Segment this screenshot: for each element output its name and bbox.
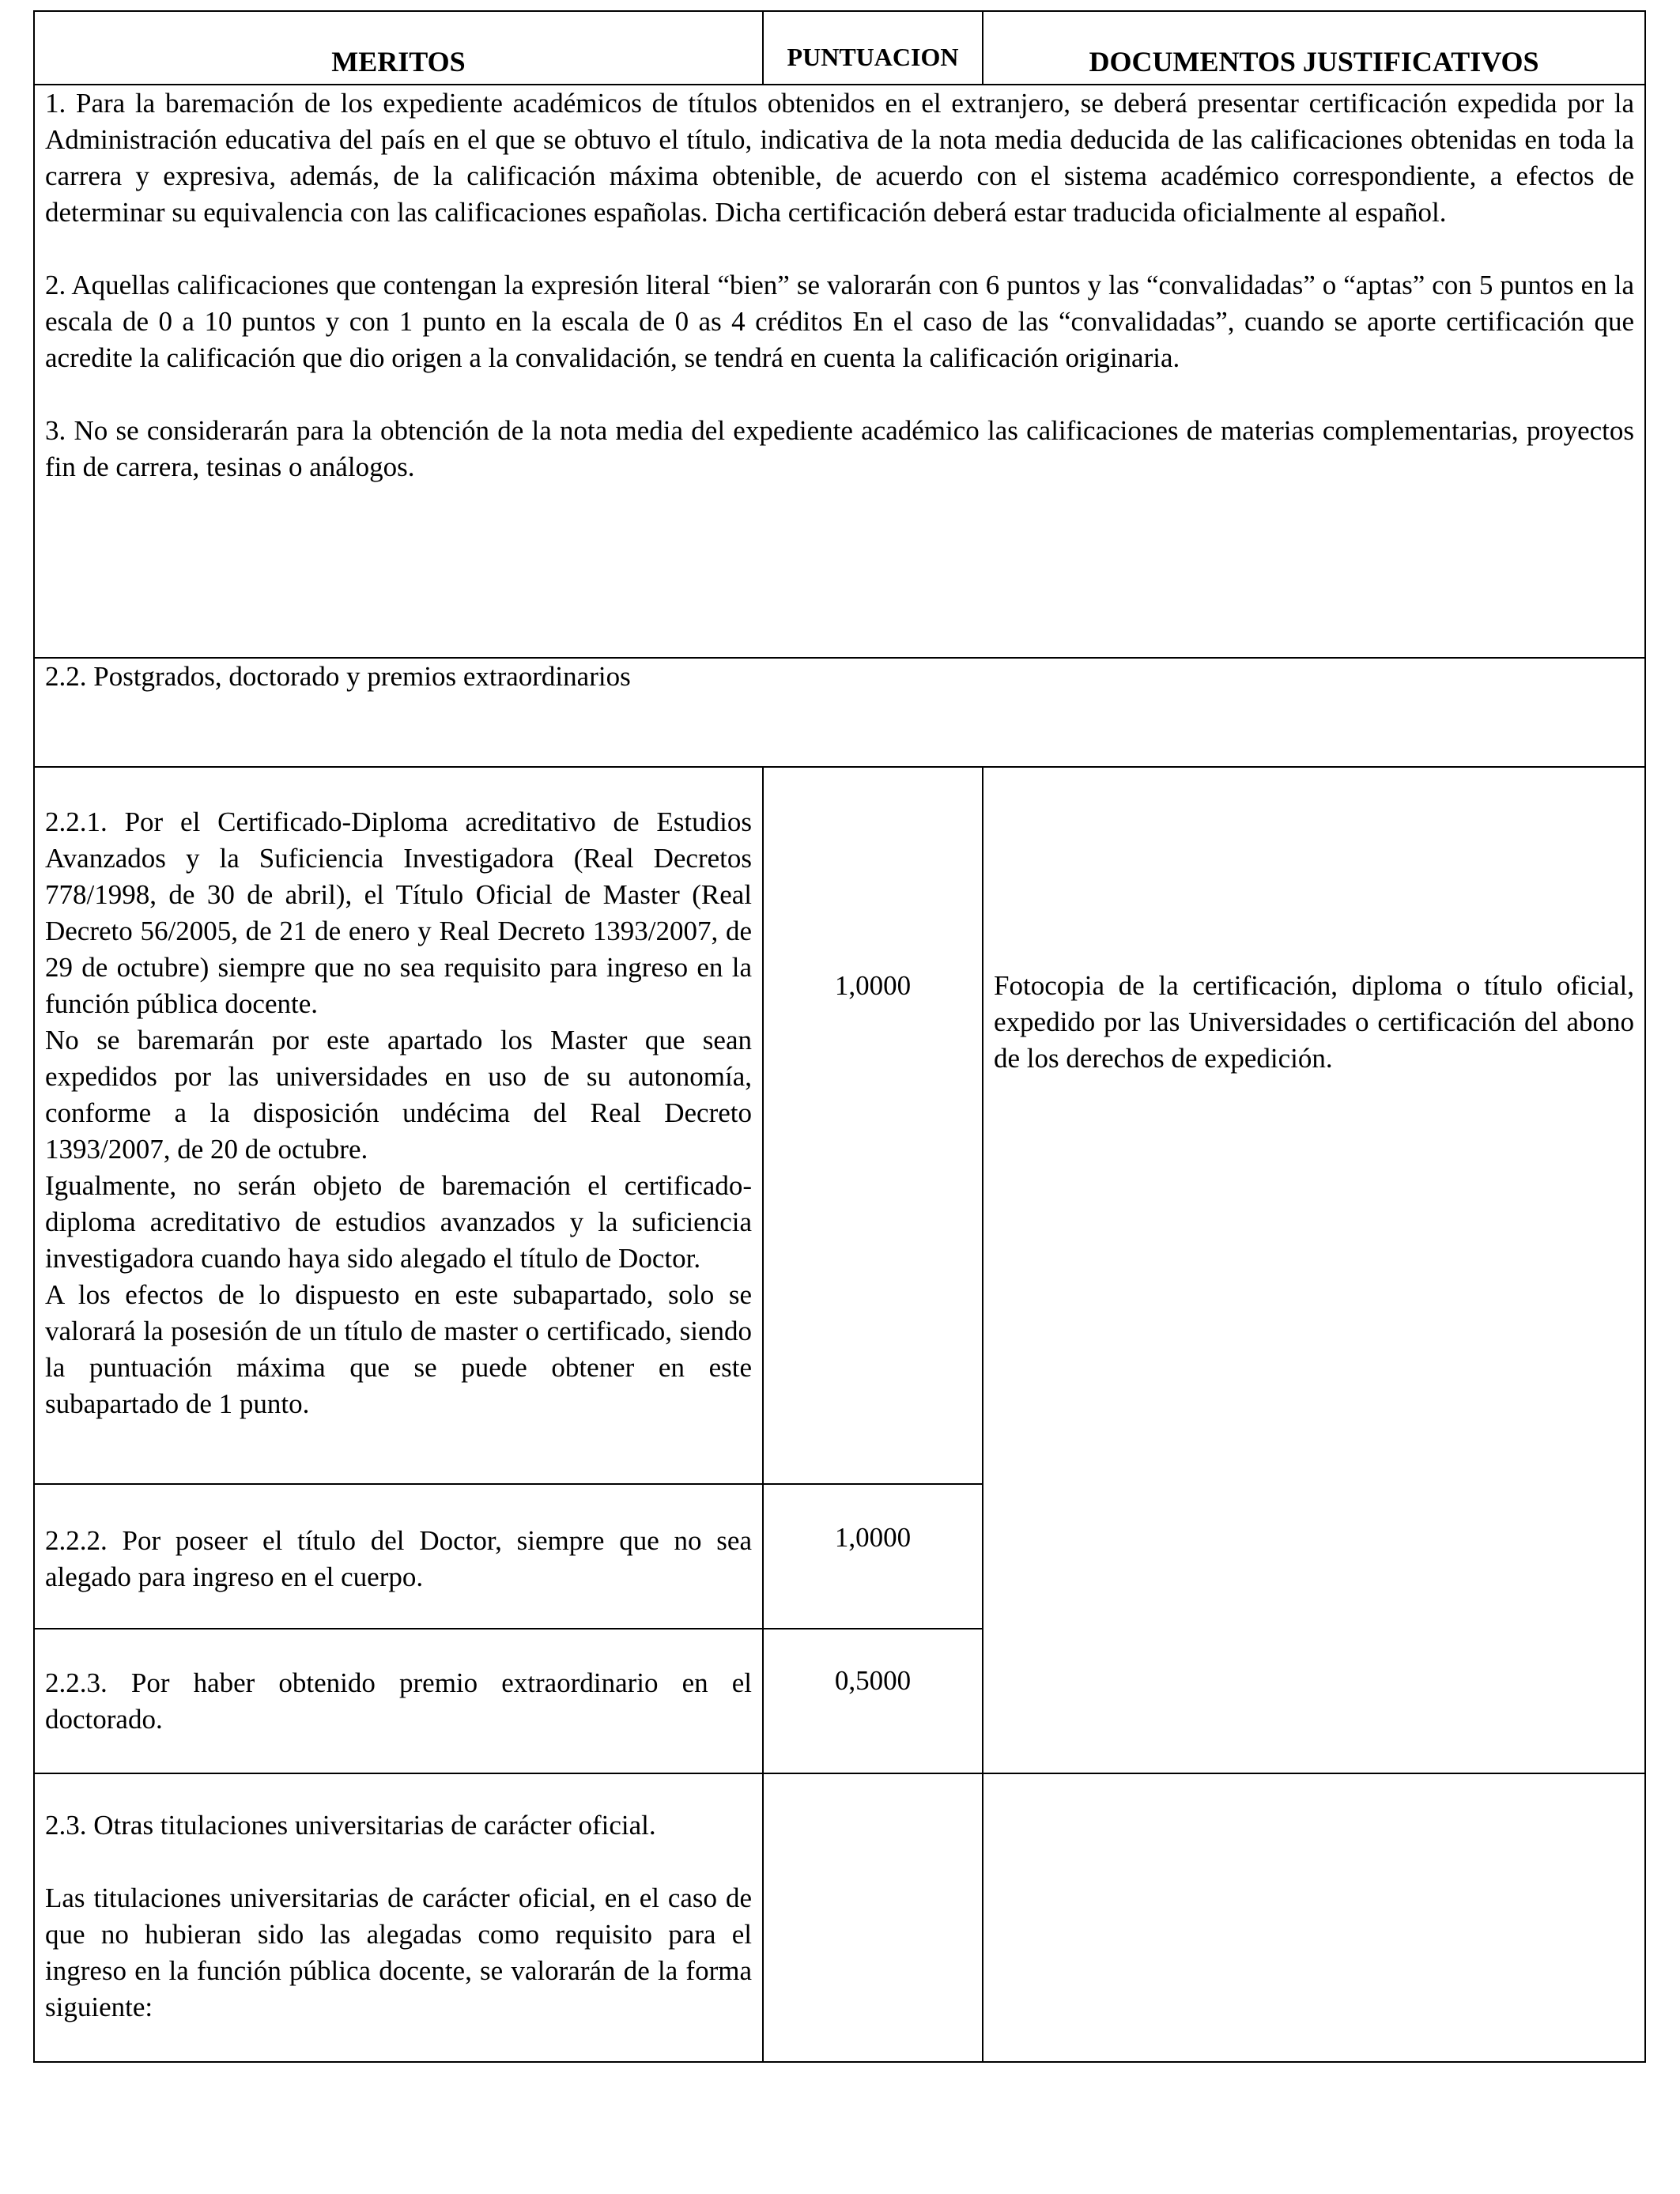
notes-cell <box>34 85 1645 658</box>
note-2: 2. Aquellas calificaciones que contengan la expresión literal “bien” se valorarán con 6 puntos y las “convalidadas” o “aptas” con 5 puntos en la escala de 0 a 10 puntos y con 1 punto en la escala de 0 as 4 créditos En el caso de las “convalidadas”, cuando se aporte certificación que acredite la calificación que dio origen a la convalidación, se tendrá en cuenta la calificación originaria. <box>45 270 1634 373</box>
section-2-3-merit <box>34 1773 763 2062</box>
note-1: 1. Para la baremación de los expediente académicos de títulos obtenidos en el extranjero, se deberá presentar certificación expedida por la Administración educativa del país en el que se obtuvo el título, indicativa de la nota media deducida de las calificaciones obtenidas en toda la carrera y expresiva, además, de la calificación máxima obtenible, de acuerdo con el sistema académico correspondiente, a efectos de determinar su equivalencia con las calificaciones españolas. Dicha certificación deberá estar traducida oficialmente al español. <box>45 88 1634 228</box>
section-2-2-row <box>34 658 1645 767</box>
item-2-2-1-merit <box>34 767 763 1484</box>
item-2-2-3-score: 0,5000 <box>763 1629 983 1773</box>
header-puntuacion: PUNTUACION <box>763 11 983 85</box>
section-2-3-row <box>34 1773 1645 2062</box>
section-2-3-documents <box>983 1773 1645 2062</box>
item-2-2-1-paragraph-2: No se baremarán por este apartado los Master que sean expedidos por las universidades en uso de su autonomía, conforme a la disposición undécima del Real Decreto 1393/2007, de 20 de octubre. <box>45 1025 752 1165</box>
item-2-2-1-documents: Fotocopia de la certificación, diploma o título oficial, expedido por las Universidades o certificación del abono de los derechos de expedición. <box>983 767 1645 1773</box>
item-2-2-3-merit: 2.2.3. Por haber obtenido premio extraordinario en el doctorado. <box>34 1629 763 1773</box>
item-2-2-1-row <box>34 767 1645 1484</box>
header-documentos: DOCUMENTOS JUSTIFICATIVOS <box>983 11 1645 85</box>
section-2-2-title: 2.2. Postgrados, doctorado y premios extraordinarios <box>34 658 1645 767</box>
item-2-2-2-score: 1,0000 <box>763 1484 983 1629</box>
header-row <box>34 11 1645 85</box>
header-meritos: MERITOS <box>34 11 763 85</box>
note-3: 3. No se considerarán para la obtención de la nota media del expediente académico las calificaciones de materias complementarias, proyectos fin de carrera, tesinas o análogos. <box>45 415 1634 482</box>
item-2-2-2-merit: 2.2.2. Por poseer el título del Doctor, siempre que no sea alegado para ingreso en el cuerpo. <box>34 1484 763 1629</box>
section-2-3-text: Las titulaciones universitarias de carácter oficial, en el caso de que no hubieran sido las alegadas como requisito para el ingreso en la función pública docente, se valorarán de la forma siguiente: <box>45 1882 752 2022</box>
item-2-2-1-paragraph-1: 2.2.1. Por el Certificado-Diploma acreditativo de Estudios Avanzados y la Suficiencia Investigadora (Real Decretos 778/1998, de 30 de abril), el Título Oficial de Master (Real Decreto 56/2005, de 21 de enero y Real Decreto 1393/2007, de 29 de octubre) siempre que no sea requisito para ingreso en la función pública docente. <box>45 806 752 1019</box>
merits-table <box>33 10 1646 2063</box>
section-2-3-score <box>763 1773 983 2062</box>
item-2-2-1-paragraph-4: A los efectos de lo dispuesto en este subapartado, solo se valorará la posesión de un título de master o certificado, siendo la puntuación máxima que se puede obtener en este subapartado de 1 punto. <box>45 1279 752 1419</box>
section-2-3-title: 2.3. Otras titulaciones universitarias de carácter oficial. <box>45 1810 656 1841</box>
item-2-2-1-paragraph-3: Igualmente, no serán objeto de baremación el certificado-diploma acreditativo de estudios avanzados y la suficiencia investigadora cuando haya sido alegado el título de Doctor. <box>45 1170 752 1274</box>
notes-row <box>34 85 1645 658</box>
item-2-2-1-score: 1,0000 <box>763 767 983 1484</box>
